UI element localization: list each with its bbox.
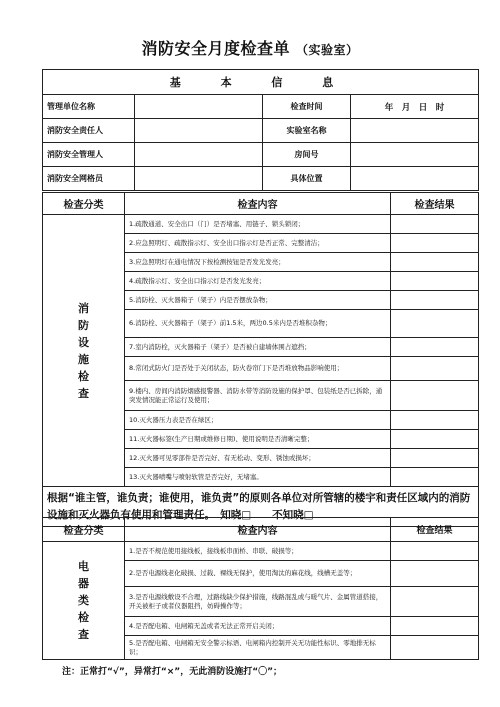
result-cell[interactable] (391, 291, 479, 310)
label-room-number: 房间号 (263, 143, 351, 167)
category-char: 电 (78, 560, 89, 573)
result-cell[interactable] (391, 338, 479, 357)
check-item: 11.灭火器标签(生产日期或维修日期)、使用说明是否清晰完整； (125, 430, 391, 449)
category-char: 查 (78, 386, 89, 400)
basic-info-table (42, 69, 479, 191)
label-check-time: 检查时间 (263, 95, 351, 119)
check-item: 1.疏散通道、安全出口（门）是否堵塞、用链子、锁头锁闭； (125, 215, 391, 234)
label-management-unit: 管理单位名称 (43, 95, 135, 119)
category-char: 器 (78, 577, 89, 590)
basic-row (43, 95, 479, 119)
check-item: 8.常闭式防火门是否处于关闭状态，防火卷帘门下是否堆放物品影响使用； (125, 357, 391, 381)
check-item: 7.室内消防栓，灭火器箱子（架子）是否被自建墙体围占遮挡； (125, 338, 391, 357)
label-safety-responsible: 消防安全责任人 (43, 119, 135, 143)
title-text: 消防安全月度检查单 (141, 39, 290, 58)
result-cell[interactable] (391, 587, 479, 617)
fire-category-text (47, 300, 120, 402)
col-result-header: 检查结果 (391, 193, 479, 215)
electric-category-label (43, 542, 125, 660)
check-item: 3.是否电源线敷设不合理，过路线缺少保护措施，线路混乱或与暖气片、金属管道搭接，开关被柜子或者仪器阻挡，妨碍操作等； (125, 587, 391, 617)
value-management-unit[interactable] (135, 95, 263, 119)
check-item: 5.消防栓、灭火器箱子（架子）内是否摆放杂物； (125, 291, 391, 310)
value-safety-responsible[interactable] (135, 119, 263, 143)
check-item: 10.灭火器压力表是否在绿区； (125, 411, 391, 430)
category-char: 防 (78, 318, 89, 332)
basic-row (43, 119, 479, 143)
result-cell[interactable] (391, 215, 479, 234)
result-cell[interactable] (391, 310, 479, 338)
check-item: 4.疏散指示灯、安全出口指示灯是否发光发亮； (125, 272, 391, 291)
category-char: 设 (78, 335, 89, 349)
fire-check-table (42, 192, 479, 527)
result-cell[interactable] (391, 357, 479, 381)
check-item: 5.是否配电箱、电闸箱无安全警示标语、电闸箱内控制开关无功能性标识、零地排无标识； (125, 636, 391, 660)
value-location[interactable] (351, 167, 479, 191)
check-item: 2.是否电源线老化破损、过载、裸线无保护，使用淘汰的麻花线，线槽无盖等； (125, 561, 391, 587)
table-row (43, 542, 479, 561)
check-item: 3.应急照明灯在通电情况下按检测按钮是否发光发亮； (125, 253, 391, 272)
category-char: 检 (78, 369, 89, 383)
result-cell[interactable] (391, 468, 479, 487)
title-subtitle: （实验室） (296, 43, 359, 57)
label-grid-officer: 消防安全网格员 (43, 167, 135, 191)
value-lab-name[interactable] (351, 119, 479, 143)
check-item: 4.是否配电箱、电闸箱无盖或者无法正常开启关闭； (125, 617, 391, 636)
category-char: 施 (78, 352, 89, 366)
electric-category-text (47, 558, 120, 643)
basic-row (43, 143, 479, 167)
col-content-header: 检查内容 (125, 193, 391, 215)
check-item: 12.灭火器可见零部件是否完好、有无松动、变形、锈蚀或损坏； (125, 449, 391, 468)
fire-category-label (43, 215, 125, 487)
value-grid-officer[interactable] (135, 167, 263, 191)
result-cell[interactable] (391, 449, 479, 468)
check-item: 13.灭火器喷嘴与喷射软管是否完好，无堵塞。 (125, 468, 391, 487)
category-char: 检 (78, 611, 89, 624)
basic-info-heading: 基 本 信 息 (43, 70, 479, 95)
result-cell[interactable] (391, 411, 479, 430)
col-result-header: 检查结果 (391, 518, 479, 542)
basic-row (43, 167, 479, 191)
result-cell[interactable] (391, 253, 479, 272)
electrical-check-table (42, 517, 479, 660)
category-char: 查 (78, 628, 89, 641)
result-cell[interactable] (391, 272, 479, 291)
check-item: 1.是否不规范使用接线板，接线板串面桥、串联、破损等； (125, 542, 391, 561)
label-safety-manager: 消防安全管理人 (43, 143, 135, 167)
result-cell[interactable] (391, 561, 479, 587)
check-item: 9.楼内、房间内消防烟感报警器、消防水带等消防设施的保护罩、包装纸是否已拆除，通突发情况能正常运行及使用； (125, 381, 391, 411)
footnote: 注：正常打“√”，异常打“×”，无此消防设施打“〇”； (62, 667, 283, 677)
result-cell[interactable] (391, 636, 479, 660)
result-cell[interactable] (391, 234, 479, 253)
result-cell[interactable] (391, 617, 479, 636)
col-category-header: 检查分类 (43, 193, 125, 215)
value-room-number[interactable] (351, 143, 479, 167)
value-safety-manager[interactable] (135, 143, 263, 167)
category-char: 类 (78, 594, 89, 607)
value-check-time[interactable]: 年 月 日 时 (351, 95, 479, 119)
label-location: 具体位置 (263, 167, 351, 191)
col-category-header: 检查分类 (43, 518, 125, 542)
check-item: 6.消防栓、灭火器箱子（架子）前1.5米，两边0.5米内是否堆积杂物； (125, 310, 391, 338)
result-cell[interactable] (391, 430, 479, 449)
result-cell[interactable] (391, 542, 479, 561)
category-char: 消 (78, 301, 89, 315)
result-cell[interactable] (391, 381, 479, 411)
table-row (43, 215, 479, 234)
check-item: 2.应急照明灯、疏散指示灯、安全出口指示灯是否正常、完整清洁； (125, 234, 391, 253)
col-content-header: 检查内容 (125, 518, 391, 542)
responsibility-note: 根据“谁主管，谁负责；谁使用，谁负责”的原则各单位对所管辖的楼宇和责任区域内的消防设施和灭火器负有使用和管理责任。 知晓□ 不知晓□ (43, 487, 479, 527)
page-title (0, 36, 500, 59)
label-lab-name: 实验室名称 (263, 119, 351, 143)
